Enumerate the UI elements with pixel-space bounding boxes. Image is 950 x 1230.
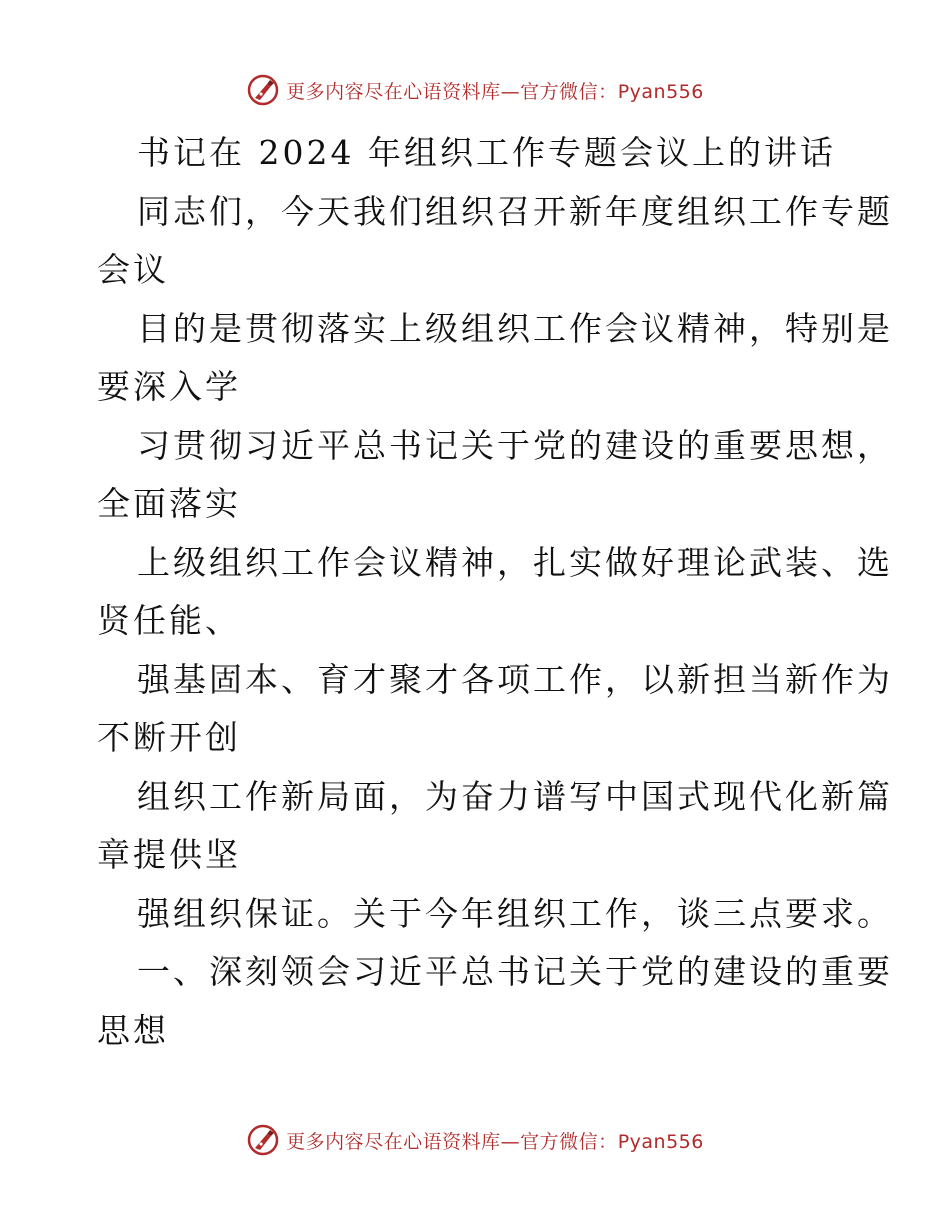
paragraph-line: 不断开创 [97,718,241,757]
paragraph-line: 上级组织工作会议精神，扎实做好理论武装、选 [137,542,893,582]
paragraph-line: 会议 [97,250,169,289]
watermark-dash: — [500,80,521,103]
watermark-site-name: 更多内容尽在心语资料库 [286,80,501,103]
document-body [97,124,893,1060]
watermark-wechat-label: 官方微信： [520,80,618,103]
header-watermark-banner [0,70,950,110]
paragraph-line: 强组织保证。关于今年组织工作，谈三点要求。 [137,893,893,933]
paragraph-line: 全面落实 [97,484,241,523]
paragraph-line: 组织工作新局面，为奋力谱写中国式现代化新篇 [137,776,893,816]
watermark-wechat-label: 官方微信： [520,1130,618,1153]
watermark-text [286,1127,704,1154]
document-title: 书记在 2024 年组织工作专题会议上的讲话 [137,133,836,172]
pen-nib-logo-icon [246,73,280,107]
paragraph-line: 要深入学 [97,367,241,406]
watermark-wechat-id: Pyan556 [617,80,704,103]
pen-nib-logo-icon [246,1123,280,1157]
paragraph-line: 习贯彻习近平总书记关于党的建设的重要思想， [137,425,893,465]
footer-watermark-banner [0,1120,950,1160]
paragraph-line: 同志们，今天我们组织召开新年度组织工作专题 [137,191,893,231]
paragraph-line: 目的是贯彻落实上级组织工作会议精神，特别是 [137,308,893,348]
paragraph-line: 贤任能、 [97,601,241,640]
paragraph-line: 章提供坚 [97,835,241,874]
section-heading: 一、深刻领会习近平总书记关于党的建设的重要 [137,952,893,991]
watermark-site-name: 更多内容尽在心语资料库 [286,1130,501,1153]
watermark-wechat-id: Pyan556 [617,1130,704,1153]
paragraph-line: 强基固本、育才聚才各项工作，以新担当新作为 [137,659,893,699]
watermark-dash: — [500,1130,521,1153]
watermark-text [286,77,704,104]
section-heading-continued: 思想 [97,1010,169,1050]
